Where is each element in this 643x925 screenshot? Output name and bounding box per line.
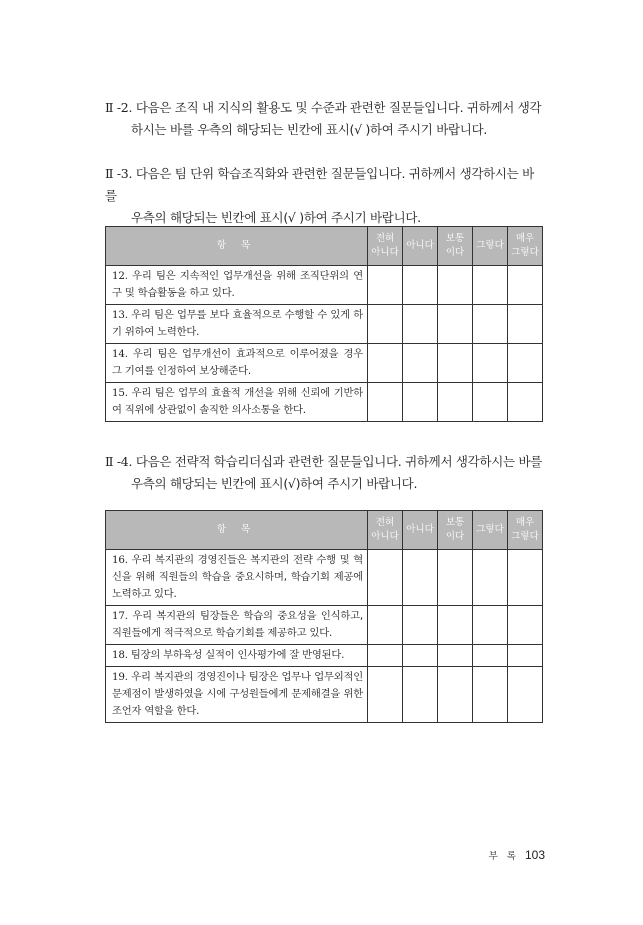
- table-header-row: [106, 511, 543, 550]
- section-text-line2: 하시는 바를 우측의 해당되는 빈칸에 표시(√ )하여 주시기 바랍니다.: [131, 122, 488, 137]
- footer-label: 부 록: [488, 851, 519, 862]
- answer-cell[interactable]: [368, 550, 403, 606]
- answer-cell[interactable]: [403, 667, 438, 723]
- header-strongly-disagree: 전혀 아니다: [368, 511, 403, 550]
- question-text: 19. 우리 복지관의 경영진이나 팀장은 업무나 업무외적인 문제점이 발생하였을 시에 구성원들에게 문제해결을 위한 조언자 역할을 한다.: [106, 667, 368, 723]
- section-number: Ⅱ -2.: [105, 100, 133, 115]
- answer-cell[interactable]: [368, 383, 403, 422]
- question-text: 12. 우리 팀은 지속적인 업무개선을 위해 조직단위의 연구 및 학습활동을 하고 있다.: [106, 266, 368, 305]
- answer-cell[interactable]: [368, 667, 403, 723]
- header-strongly-agree: 매우 그렇다: [508, 227, 543, 266]
- answer-cell[interactable]: [508, 606, 543, 645]
- header-item: 항 목: [106, 511, 368, 550]
- answer-cell[interactable]: [403, 344, 438, 383]
- answer-cell[interactable]: [508, 344, 543, 383]
- answer-cell[interactable]: [438, 305, 473, 344]
- section-number: Ⅱ -3.: [105, 166, 133, 181]
- table-row: [106, 266, 543, 305]
- section-intro-2-4: [105, 451, 545, 495]
- table-row: [106, 550, 543, 606]
- table-row: [106, 305, 543, 344]
- answer-cell[interactable]: [438, 266, 473, 305]
- header-agree: 그렇다: [473, 227, 508, 266]
- page-number: 103: [524, 848, 545, 862]
- table-row: [106, 606, 543, 645]
- answer-cell[interactable]: [368, 645, 403, 667]
- header-strongly-agree: 매우 그렇다: [508, 511, 543, 550]
- answer-cell[interactable]: [473, 606, 508, 645]
- answer-cell[interactable]: [508, 667, 543, 723]
- table-row: [106, 645, 543, 667]
- answer-cell[interactable]: [438, 344, 473, 383]
- table-row: [106, 344, 543, 383]
- question-text: 13. 우리 팀은 업무를 보다 효율적으로 수행할 수 있게 하기 위하여 노력한다.: [106, 305, 368, 344]
- table-row: [106, 383, 543, 422]
- answer-cell[interactable]: [368, 344, 403, 383]
- header-neutral: 보통 이다: [438, 511, 473, 550]
- section-intro-2-3: [105, 163, 545, 229]
- answer-cell[interactable]: [368, 606, 403, 645]
- section-text-line1: 다음은 조직 내 지식의 활용도 및 수준과 관련한 질문들입니다. 귀하께서 생각: [135, 100, 542, 115]
- answer-cell[interactable]: [473, 550, 508, 606]
- page-footer: [470, 848, 545, 862]
- header-item: 항 목: [106, 227, 368, 266]
- question-text: 17. 우리 복지관의 팀장들은 학습의 중요성을 인식하고, 직원들에게 적극적으로 학습기회를 제공하고 있다.: [106, 606, 368, 645]
- section-text-line1: 다음은 팀 단위 학습조직화와 관련한 질문들입니다. 귀하께서 생각하시는 바를: [105, 166, 534, 203]
- table-row: [106, 667, 543, 723]
- table-header-row: [106, 227, 543, 266]
- header-disagree: 아니다: [403, 511, 438, 550]
- section-intro-2-2: [105, 97, 545, 141]
- answer-cell[interactable]: [473, 645, 508, 667]
- answer-cell[interactable]: [368, 305, 403, 344]
- section-number: Ⅱ -4.: [105, 454, 133, 469]
- question-text: 16. 우리 복지관의 경영진들은 복지관의 전략 수행 및 혁신을 위해 직원들의 학습을 중요시하며, 학습기회 제공에 노력하고 있다.: [106, 550, 368, 606]
- answer-cell[interactable]: [403, 645, 438, 667]
- answer-cell[interactable]: [403, 266, 438, 305]
- answer-cell[interactable]: [473, 266, 508, 305]
- question-text: 18. 팀장의 부하육성 실적이 인사평가에 잘 반영된다.: [106, 645, 368, 667]
- section-text-line2: 우측의 해당되는 빈칸에 표시(√)하여 주시기 바랍니다.: [131, 476, 418, 491]
- answer-cell[interactable]: [438, 667, 473, 723]
- answer-cell[interactable]: [438, 606, 473, 645]
- header-disagree: 아니다: [403, 227, 438, 266]
- answer-cell[interactable]: [473, 383, 508, 422]
- answer-cell[interactable]: [403, 606, 438, 645]
- header-strongly-disagree: 전혀 아니다: [368, 227, 403, 266]
- header-neutral: 보통 이다: [438, 227, 473, 266]
- answer-cell[interactable]: [403, 305, 438, 344]
- answer-cell[interactable]: [438, 383, 473, 422]
- question-text: 15. 우리 팀은 업무의 효율적 개선을 위해 신뢰에 기반하여 직위에 상관없이 솔직한 의사소통을 한다.: [106, 383, 368, 422]
- header-agree: 그렇다: [473, 511, 508, 550]
- answer-cell[interactable]: [508, 550, 543, 606]
- answer-cell[interactable]: [403, 550, 438, 606]
- question-text: 14. 우리 팀은 업무개선이 효과적으로 이루어졌을 경우 그 기여를 인정하여 보상해준다.: [106, 344, 368, 383]
- answer-cell[interactable]: [438, 645, 473, 667]
- section-text-line2: 우측의 해당되는 빈칸에 표시(√ )하여 주시기 바랍니다.: [131, 210, 421, 225]
- answer-cell[interactable]: [508, 383, 543, 422]
- answer-cell[interactable]: [508, 645, 543, 667]
- answer-cell[interactable]: [438, 550, 473, 606]
- answer-cell[interactable]: [508, 266, 543, 305]
- answer-cell[interactable]: [473, 344, 508, 383]
- answer-cell[interactable]: [508, 305, 543, 344]
- answer-cell[interactable]: [368, 266, 403, 305]
- answer-cell[interactable]: [403, 383, 438, 422]
- survey-table-strategic-leadership: [105, 510, 543, 723]
- survey-table-team-learning: [105, 226, 543, 422]
- answer-cell[interactable]: [473, 667, 508, 723]
- section-text-line1: 다음은 전략적 학습리더십과 관련한 질문들입니다. 귀하께서 생각하시는 바를: [135, 454, 543, 469]
- answer-cell[interactable]: [473, 305, 508, 344]
